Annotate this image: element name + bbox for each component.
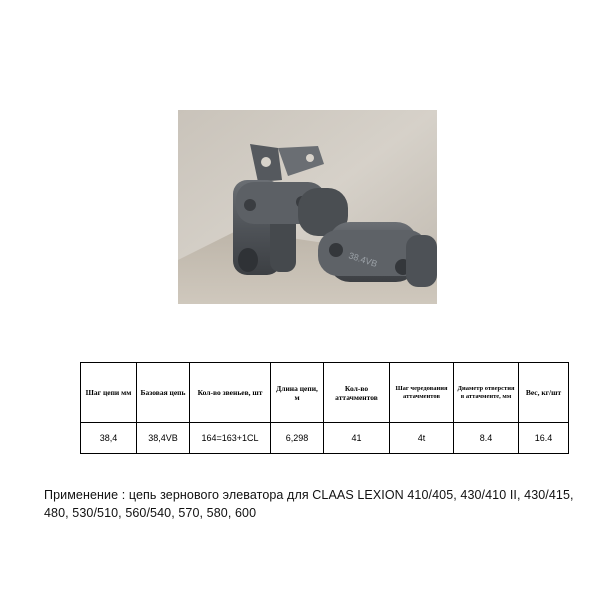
- value-link-count: 164=163+1CL: [190, 423, 271, 454]
- value-chain-pitch: 38,4: [81, 423, 137, 454]
- chain-stamp: 38.4VB: [347, 250, 379, 270]
- value-attachment-step: 4t: [390, 423, 454, 454]
- header-attachment-count: Кол-во аттачментов: [324, 363, 390, 423]
- table-header-row: [81, 363, 569, 423]
- application-text: Применение : цепь зернового элеватора для CLAAS LEXION 410/405, 430/410 II, 430/415, 480, 530/510, 560/540, 570, 580, 600: [44, 488, 574, 520]
- header-link-count: Кол-во звеньев, шт: [190, 363, 271, 423]
- spec-table: [80, 362, 569, 454]
- header-attachment-step: Шаг чередования аттачментов: [390, 363, 454, 423]
- header-chain-length: Длина цепи, м: [271, 363, 324, 423]
- value-chain-length: 6,298: [271, 423, 324, 454]
- header-base-chain: Базовая цепь: [137, 363, 190, 423]
- value-weight: 16.4: [519, 423, 569, 454]
- chain-photo: [178, 110, 437, 304]
- value-attachment-count: 41: [324, 423, 390, 454]
- header-chain-pitch: Шаг цепи мм: [81, 363, 137, 423]
- header-weight: Вес, кг/шт: [519, 363, 569, 423]
- value-base-chain: 38,4VB: [137, 423, 190, 454]
- value-hole-diameter: 8.4: [454, 423, 519, 454]
- header-hole-diameter: Диаметр отверстия в аттачменте, мм: [454, 363, 519, 423]
- table-row: [81, 423, 569, 454]
